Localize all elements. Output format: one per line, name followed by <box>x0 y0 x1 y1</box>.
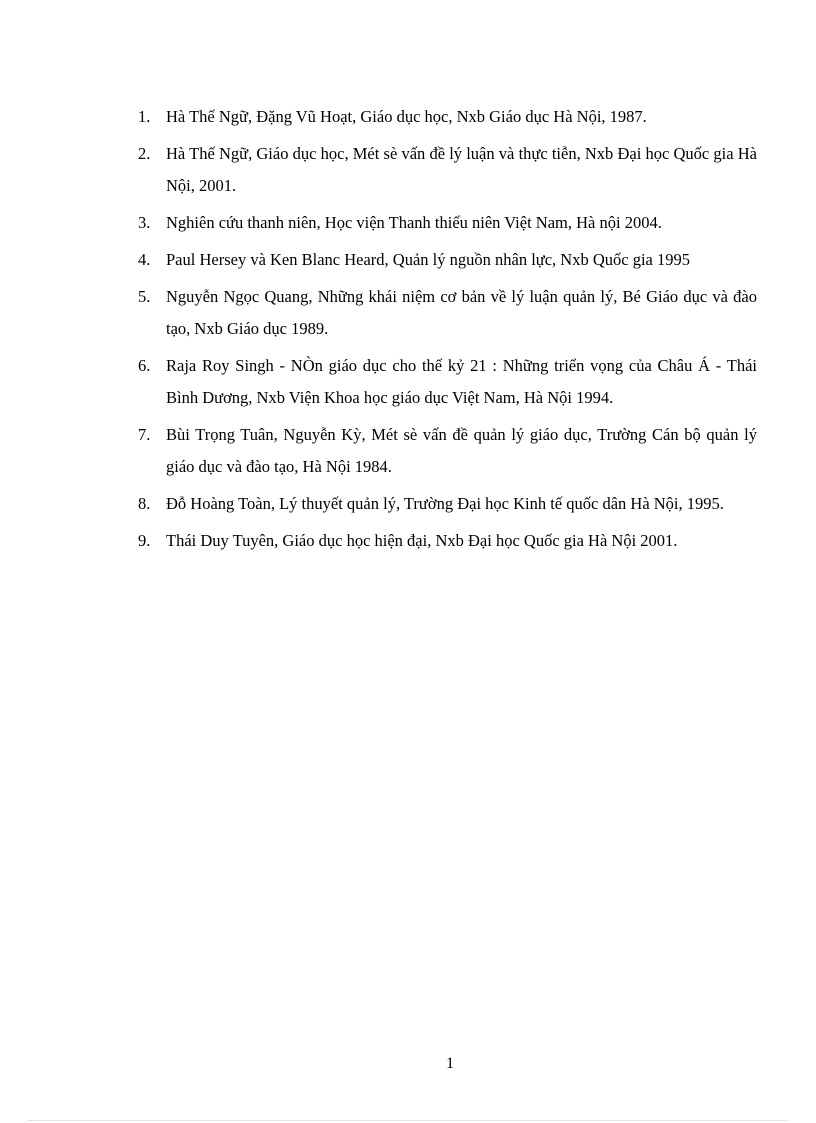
reference-text: Raja Roy Singh - NÒn giáo dục cho thế kỷ 21 : Những triển vọng của Châu Á - Thái Bình Dương, Nxb Viện Khoa học giáo dục Việt Nam, Hà Nội 1994. <box>166 356 757 407</box>
reference-item <box>138 244 757 276</box>
reference-number: 4. <box>138 250 151 269</box>
reference-number: 9. <box>138 531 151 550</box>
reference-text: Thái Duy Tuyên, Giáo dục học hiện đại, Nxb Đại học Quốc gia Hà Nội 2001. <box>166 531 678 550</box>
reference-number: 5. <box>138 287 151 306</box>
reference-item <box>138 138 757 202</box>
reference-number: 2. <box>138 144 151 163</box>
page-bottom-divider <box>28 1120 788 1121</box>
reference-item <box>138 281 757 345</box>
reference-text: Hà Thế Ngữ, Đặng Vũ Hoạt, Giáo dục học, Nxb Giáo dục Hà Nội, 1987. <box>166 107 647 126</box>
reference-number: 6. <box>138 356 151 375</box>
page-number: 1 <box>446 1055 454 1072</box>
reference-list <box>138 101 757 562</box>
reference-item <box>138 101 757 133</box>
reference-text: Paul Hersey và Ken Blanc Heard, Quản lý nguồn nhân lực, Nxb Quốc gia 1995 <box>166 250 690 269</box>
reference-item <box>138 419 757 483</box>
reference-item <box>138 350 757 414</box>
reference-text: Nguyễn Ngọc Quang, Những khái niệm cơ bản về lý luận quản lý, Bé Giáo dục và đào tạo, Nxb Giáo dục 1989. <box>166 287 757 338</box>
reference-number: 1. <box>138 107 151 126</box>
reference-text: Hà Thế Ngữ, Giáo dục học, Mét sè vấn đề lý luận và thực tiễn, Nxb Đại học Quốc gia Hà Nội, 2001. <box>166 144 757 195</box>
reference-text: Bùi Trọng Tuân, Nguyễn Kỳ, Mét sè vấn đề quản lý giáo dục, Trường Cán bộ quản lý giáo dục và đào tạo, Hà Nội 1984. <box>166 425 757 476</box>
reference-item <box>138 488 757 520</box>
reference-text: Đỗ Hoàng Toàn, Lý thuyết quản lý, Trường Đại học Kinh tế quốc dân Hà Nội, 1995. <box>166 494 724 513</box>
reference-number: 3. <box>138 213 151 232</box>
reference-number: 8. <box>138 494 151 513</box>
reference-item <box>138 525 757 557</box>
reference-number: 7. <box>138 425 151 444</box>
reference-item <box>138 207 757 239</box>
reference-text: Nghiên cứu thanh niên, Học viện Thanh thiếu niên Việt Nam, Hà nội 2004. <box>166 213 662 232</box>
